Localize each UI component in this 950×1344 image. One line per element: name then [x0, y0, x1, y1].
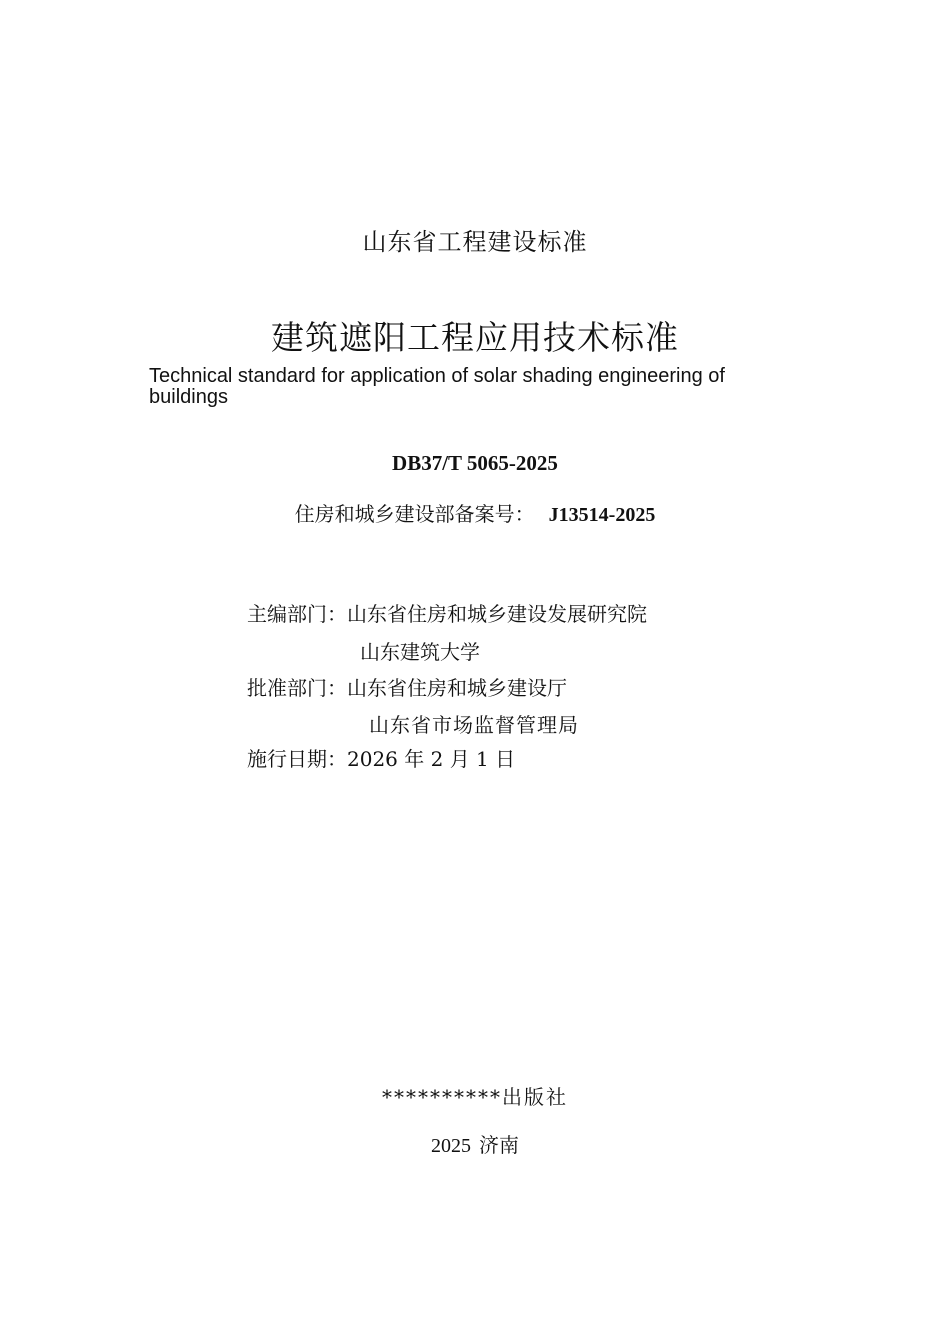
effective-date-line: 施行日期：2026 年 2 月 1 日: [247, 747, 516, 771]
publisher: **********出版社: [382, 1085, 568, 1109]
chief-editor-line: 主编部门：山东省住房和城乡建设发展研究院: [247, 602, 647, 626]
record-number-value: J13514-2025: [548, 504, 656, 526]
approver-line: 批准部门：山东省住房和城乡建设厅: [247, 676, 567, 700]
record-number-label: 住房和城乡建设部备案号：: [294, 504, 535, 526]
approver-line-2: 山东省市场监督管理局: [369, 713, 579, 737]
series-title: 山东省工程建设标准: [362, 228, 588, 256]
publication-year: 2025: [431, 1135, 471, 1157]
publication-city: 济南: [479, 1133, 519, 1157]
publication-place-year: [0, 1129, 950, 1158]
document-title-chinese: 建筑遮阳工程应用技术标准: [271, 318, 679, 357]
standard-number: DB37/T 5065-2025: [392, 451, 558, 475]
chief-editor-line-2: 山东建筑大学: [360, 640, 480, 664]
document-title-english: Technical standard for application of solar shading engineering of buildings: [149, 365, 725, 408]
record-number-line: [0, 498, 950, 527]
